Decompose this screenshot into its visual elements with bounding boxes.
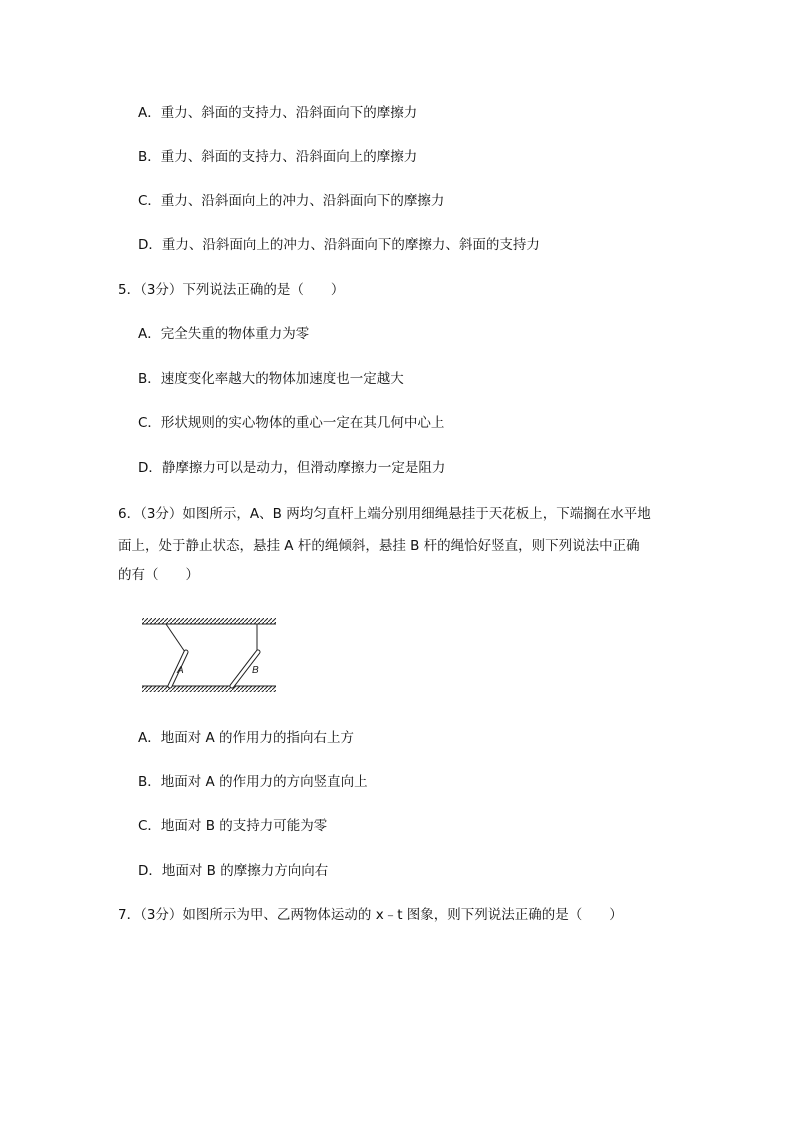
q6-stem-line-3: 的有（ ） — [118, 567, 199, 583]
q4-option-b: B．重力、斜面的支持力、沿斜面向上的摩擦力 — [138, 149, 418, 165]
q6-stem-line-2: 面上，处于静止状态，悬挂 A 杆的绳倾斜，悬挂 B 杆的绳恰好竖直，则下列说法中正确 — [118, 538, 640, 554]
q5-option-c: C．形状规则的实心物体的重心一定在其几何中心上 — [138, 415, 445, 431]
q4-option-a: A．重力、斜面的支持力、沿斜面向下的摩擦力 — [138, 105, 418, 121]
q6-option-a: A．地面对 A 的作用力的指向右上方 — [138, 730, 355, 746]
rod-b-label: B — [252, 665, 259, 676]
q4-option-d: D．重力、沿斜面向上的冲力、沿斜面向下的摩擦力、斜面的支持力 — [138, 237, 540, 253]
rope-a — [166, 624, 185, 652]
ceiling — [142, 618, 276, 624]
q6-option-b: B．地面对 A 的作用力的方向竖直向上 — [138, 774, 368, 790]
q5-option-a: A．完全失重的物体重力为零 — [138, 326, 310, 342]
q6-option-c: C．地面对 B 的支持力可能为零 — [138, 818, 328, 834]
q6-stem-line-1: 6．（3分）如图所示，A、B 两均匀直杆上端分别用细绳悬挂于天花板上，下端搁在水平地 — [118, 506, 651, 522]
floor — [142, 686, 276, 692]
q5-option-d: D．静摩擦力可以是动力，但滑动摩擦力一定是阻力 — [138, 460, 446, 476]
q4-option-c: C．重力、沿斜面向上的冲力、沿斜面向下的摩擦力 — [138, 193, 445, 209]
q5-option-b: B．速度变化率越大的物体加速度也一定越大 — [138, 371, 404, 387]
q5-stem: 5．（3分）下列说法正确的是（ ） — [118, 282, 345, 298]
q6-figure — [140, 614, 280, 698]
q6-option-d: D．地面对 B 的摩擦力方向向右 — [138, 863, 329, 879]
rod-a-label: A — [177, 665, 184, 676]
q7-stem: 7．（3分）如图所示为甲、乙两物体运动的 x﹣t 图象，则下列说法正确的是（ ） — [118, 907, 623, 923]
